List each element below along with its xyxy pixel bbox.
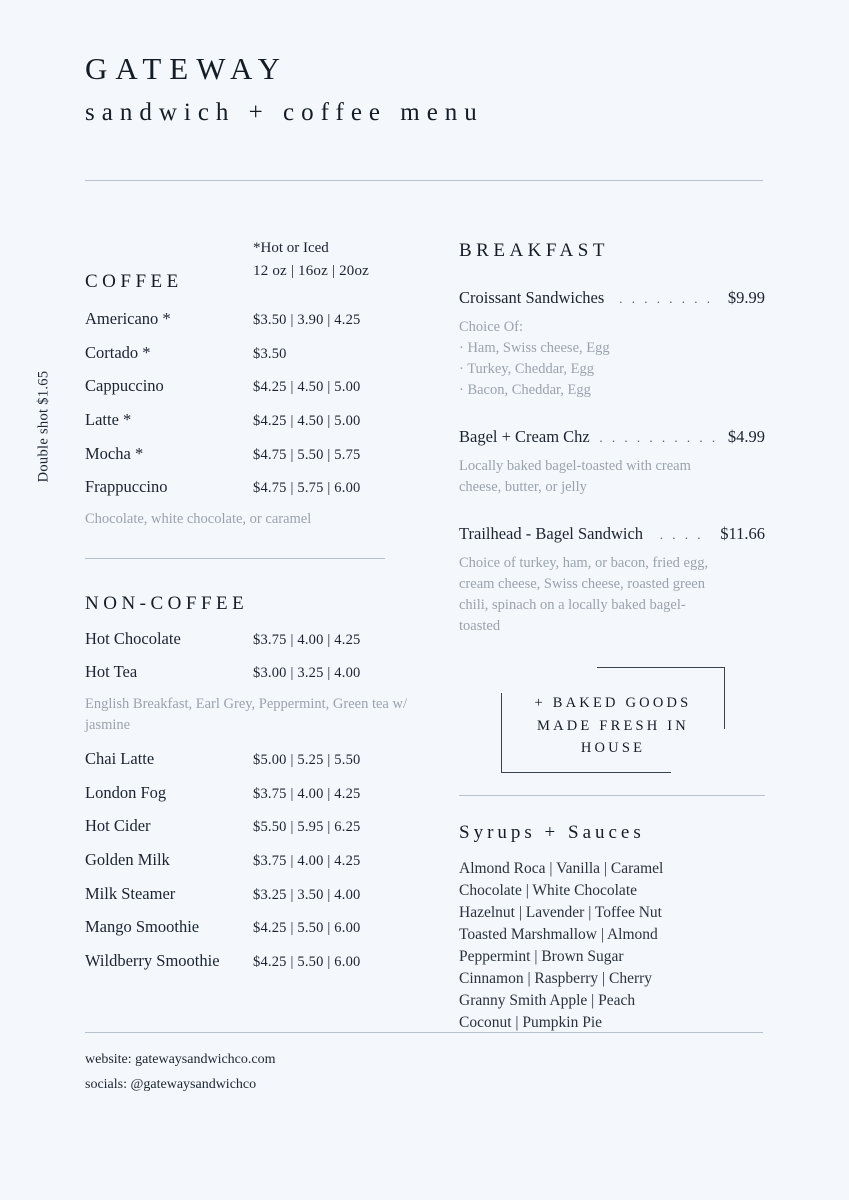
item-price: $11.66 bbox=[720, 524, 765, 544]
footer bbox=[85, 1048, 276, 1097]
item-name: Frappuccino bbox=[85, 477, 168, 497]
list-item bbox=[85, 816, 415, 837]
item-name: Chai Latte bbox=[85, 749, 155, 769]
baked-goods-badge bbox=[501, 667, 725, 773]
list-item bbox=[85, 309, 415, 330]
desc-line: cheese, butter, or jelly bbox=[459, 479, 587, 496]
item-name: London Fog bbox=[85, 782, 167, 802]
list-item bbox=[85, 917, 415, 938]
syrup-line: Hazelnut | Lavender | Toffee Nut bbox=[459, 904, 662, 922]
item-name: Latte * bbox=[85, 409, 132, 429]
header-divider bbox=[85, 180, 763, 181]
item-name: Cappuccino bbox=[85, 376, 164, 396]
badge-border-bottom bbox=[501, 772, 671, 773]
badge-line-1: + BAKED GOODS bbox=[534, 695, 692, 712]
list-item bbox=[85, 850, 415, 871]
item-description bbox=[459, 317, 765, 401]
item-price: $5.50 | 5.95 | 6.25 bbox=[253, 819, 361, 836]
coffee-item-list bbox=[85, 309, 415, 498]
dot-leader: . . . . . . . . . . bbox=[599, 430, 719, 446]
section-heading-syrups: Syrups + Sauces bbox=[459, 822, 645, 844]
item-name: Hot Cider bbox=[85, 816, 151, 836]
breakfast-item-row bbox=[459, 524, 765, 544]
desc-line: toasted bbox=[459, 618, 501, 635]
desc-line: cream cheese, Swiss cheese, roasted green bbox=[459, 576, 705, 593]
item-price: $3.50 bbox=[253, 345, 287, 362]
footer-socials: socials: @gatewaysandwichco bbox=[85, 1076, 257, 1092]
desc-line: chili, spinach on a locally baked bagel- bbox=[459, 597, 686, 614]
item-price: $4.99 bbox=[727, 427, 765, 447]
item-name: Hot Tea bbox=[85, 662, 138, 682]
item-price: $3.75 | 4.00 | 4.25 bbox=[253, 785, 361, 802]
desc-line: · Bacon, Cheddar, Egg bbox=[459, 382, 591, 399]
syrup-line: Cinnamon | Raspberry | Cherry bbox=[459, 970, 653, 988]
list-item bbox=[85, 376, 415, 397]
section-heading-breakfast: BREAKFAST bbox=[459, 240, 609, 261]
section-heading-non-coffee: NON-COFFEE bbox=[85, 592, 249, 614]
list-item bbox=[85, 629, 415, 650]
desc-line: · Turkey, Cheddar, Egg bbox=[459, 361, 595, 378]
item-description bbox=[459, 456, 765, 498]
breakfast-item-row bbox=[459, 427, 765, 447]
item-name: Croissant Sandwiches bbox=[459, 288, 605, 307]
item-price: $4.75 | 5.50 | 5.75 bbox=[253, 446, 361, 463]
badge-border-right bbox=[724, 667, 725, 729]
item-name: Wildberry Smoothie bbox=[85, 950, 220, 970]
breakfast-item bbox=[459, 288, 765, 401]
syrup-line: Almond Roca | Vanilla | Caramel bbox=[459, 860, 664, 878]
breakfast-item bbox=[459, 427, 765, 498]
item-name: Bagel + Cream Chz bbox=[459, 427, 590, 447]
dot-leader: . . . . . . . . bbox=[619, 291, 713, 306]
item-name: Golden Milk bbox=[85, 849, 170, 869]
double-shot-note: Double shot $1.65 bbox=[35, 370, 52, 483]
hot-or-iced-label: *Hot or Iced bbox=[253, 240, 329, 256]
syrup-line: Chocolate | White Chocolate bbox=[459, 882, 638, 900]
list-item bbox=[85, 951, 415, 972]
section-heading-coffee: COFFEE bbox=[85, 271, 183, 292]
badge-border-top bbox=[597, 667, 725, 668]
tea-options-note: English Breakfast, Earl Grey, Peppermint, Green tea w/ jasmine bbox=[85, 696, 407, 734]
list-item bbox=[85, 343, 415, 364]
desc-line: Locally baked bagel-toasted with cream bbox=[459, 458, 691, 475]
badge-line-3: HOUSE bbox=[580, 740, 646, 757]
item-price: $4.25 | 4.50 | 5.00 bbox=[253, 412, 361, 429]
dot-leader: . . . . bbox=[659, 527, 704, 543]
menu-subtitle: sandwich + coffee menu bbox=[85, 99, 484, 127]
list-item bbox=[85, 749, 415, 770]
syrup-line: Coconut | Pumpkin Pie bbox=[459, 1014, 603, 1032]
list-item bbox=[85, 477, 415, 498]
item-name: Cortado * bbox=[85, 342, 151, 362]
list-item bbox=[85, 783, 415, 804]
menu-header bbox=[85, 52, 765, 128]
right-column bbox=[459, 240, 765, 1034]
list-item bbox=[85, 884, 415, 905]
item-name: Mango Smoothie bbox=[85, 917, 200, 937]
syrup-line: Granny Smith Apple | Peach bbox=[459, 992, 636, 1010]
breakfast-item-row bbox=[459, 288, 765, 308]
right-divider bbox=[459, 795, 765, 796]
item-name: Trailhead - Bagel Sandwich bbox=[459, 524, 644, 544]
item-price: $3.75 | 4.00 | 4.25 bbox=[253, 631, 361, 648]
sizes-label: 12 oz | 16oz | 20oz bbox=[253, 263, 370, 279]
badge-line-2: MADE FRESH IN bbox=[537, 717, 689, 734]
non-coffee-item-list bbox=[85, 629, 415, 972]
list-item bbox=[85, 444, 415, 465]
item-name: Americano * bbox=[85, 309, 171, 328]
item-price: $3.75 | 4.00 | 4.25 bbox=[253, 852, 361, 869]
item-price: $4.75 | 5.75 | 6.00 bbox=[253, 480, 361, 497]
item-price: $4.25 | 5.50 | 6.00 bbox=[253, 953, 361, 970]
item-price: $3.50 | 3.90 | 4.25 bbox=[253, 312, 361, 328]
item-name: Hot Chocolate bbox=[85, 628, 181, 648]
item-price: $4.25 | 4.50 | 5.00 bbox=[253, 379, 361, 396]
syrup-line: Peppermint | Brown Sugar bbox=[459, 948, 624, 966]
size-info bbox=[253, 240, 453, 280]
brand-title: GATEWAY bbox=[85, 51, 288, 86]
coffee-heading-row bbox=[85, 240, 415, 296]
coffee-flavor-note: Chocolate, white chocolate, or caramel bbox=[85, 510, 312, 527]
syrup-line: Toasted Marshmallow | Almond bbox=[459, 926, 658, 944]
badge-border-left bbox=[501, 693, 502, 773]
list-item bbox=[85, 662, 415, 683]
left-divider bbox=[85, 558, 385, 559]
footer-website: website: gatewaysandwichco.com bbox=[85, 1052, 276, 1067]
item-price: $3.00 | 3.25 | 4.00 bbox=[253, 665, 361, 682]
item-price: $9.99 bbox=[727, 288, 765, 307]
badge-text bbox=[511, 692, 715, 759]
item-price: $5.00 | 5.25 | 5.50 bbox=[253, 752, 361, 769]
syrups-list bbox=[459, 858, 765, 1034]
breakfast-item bbox=[459, 524, 765, 637]
desc-line: · Ham, Swiss cheese, Egg bbox=[459, 340, 610, 357]
item-price: $4.25 | 5.50 | 6.00 bbox=[253, 920, 361, 937]
list-item bbox=[85, 410, 415, 431]
item-price: $3.25 | 3.50 | 4.00 bbox=[253, 886, 361, 903]
item-name: Mocha * bbox=[85, 443, 144, 463]
desc-line: Choice of turkey, ham, or bacon, fried egg, bbox=[459, 555, 709, 572]
left-column bbox=[85, 240, 415, 971]
footer-divider bbox=[85, 1032, 763, 1033]
item-name: Milk Steamer bbox=[85, 883, 176, 903]
desc-line: Choice Of: bbox=[459, 319, 524, 335]
item-description bbox=[459, 553, 765, 637]
